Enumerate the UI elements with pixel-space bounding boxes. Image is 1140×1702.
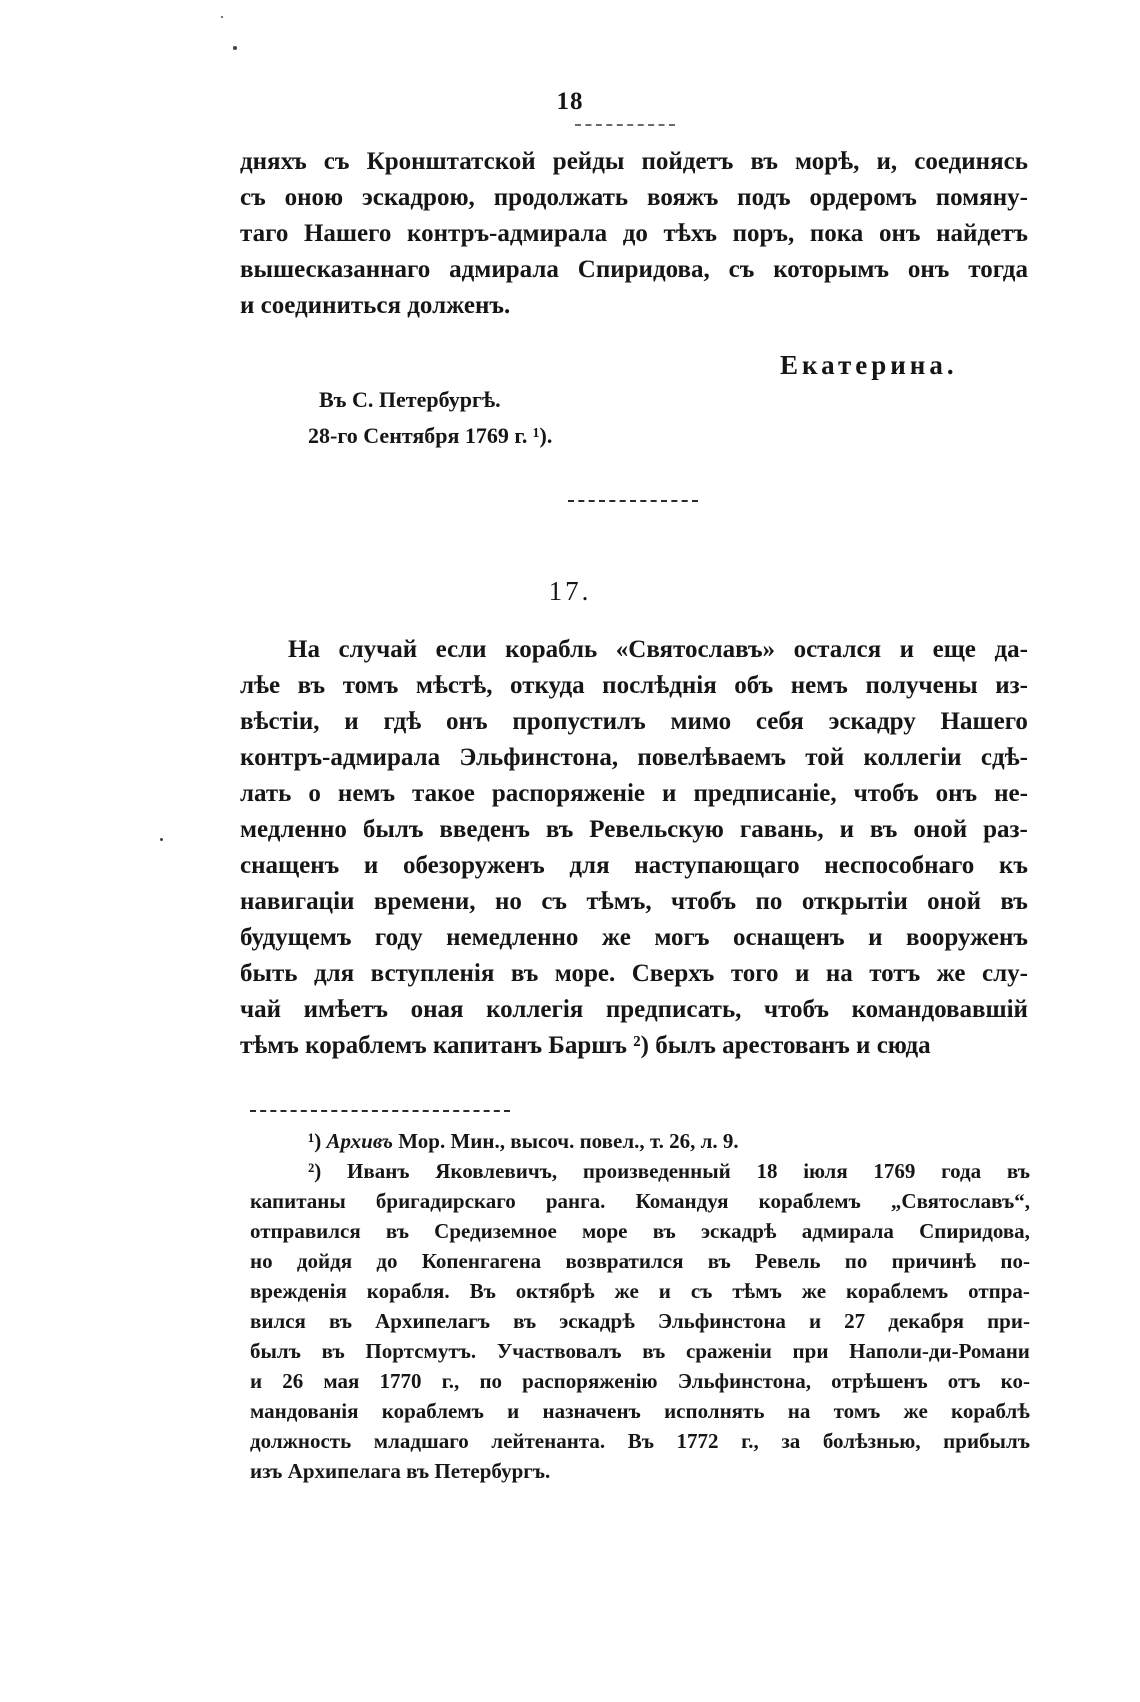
footnote-2-line: и 26 мая 1770 г., по распоряженію Эльфинстона, отрѣшенъ отъ ко- <box>250 1369 1030 1393</box>
footnote-1 <box>250 1126 1030 1156</box>
footnote-2-line: должность младшаго лейтенанта. Въ 1772 г., за болѣзнью, прибылъ <box>250 1429 1030 1453</box>
footnote-divider <box>250 1110 510 1112</box>
footnote-2-line: изъ Архипелага въ Петербургъ. <box>250 1459 551 1483</box>
continuation-line: и соединиться долженъ. <box>240 292 511 319</box>
footnote-2-line: врежденія корабля. Въ октябрѣ же и съ тѣмъ же кораблемъ отпра- <box>250 1279 1030 1303</box>
footnote-1-marker: ¹) <box>308 1129 322 1153</box>
scan-speck <box>221 16 223 18</box>
section-line: навигаціи времени, но съ тѣмъ, чтобъ по открытіи оной въ <box>240 888 1028 915</box>
footnote-2 <box>250 1156 1030 1486</box>
section-line: вѣстіи, и гдѣ онъ пропустилъ мимо себя эскадру Нашего <box>240 708 1028 735</box>
footnote-2-line: отправился въ Средиземное море въ эскадрѣ адмирала Спиридова, <box>250 1219 1030 1243</box>
continuation-line: вышесказаннаго адмирала Спиридова, съ которымъ онъ тогда <box>240 256 1028 283</box>
section-paragraph <box>240 632 1028 1064</box>
continuation-line: дняхъ съ Кронштатской рейды пойдетъ въ морѣ, и, соединясь <box>240 148 1028 175</box>
section-line: лѣе въ томъ мѣстѣ, откуда послѣднія объ немъ получены из- <box>240 672 1028 699</box>
footnote-2-line: былъ въ Портсмутъ. Участвовалъ въ сраженіи при Наполи-ди-Романи <box>250 1339 1030 1363</box>
section-line: тѣмъ кораблемъ капитанъ Баршъ ²) былъ арестованъ и сюда <box>240 1032 931 1059</box>
section-line: лать о немъ такое распоряженіе и предписаніе, чтобъ онъ не- <box>240 780 1028 807</box>
scan-speck <box>233 46 237 50</box>
section-line: медленно былъ введенъ въ Ревельскую гавань, и въ оной раз- <box>240 816 1028 843</box>
signature: Екатерина. <box>780 350 958 380</box>
page-number-rule <box>575 124 675 126</box>
section-line: На случай если корабль «Святославъ» остался и еще да- <box>288 636 1028 663</box>
section-line: будущемъ году немедленно же могъ оснащенъ и вооруженъ <box>240 924 1028 951</box>
footnote-2-line: капитаны бригадирскаго ранга. Командуя кораблемъ „Святославъ“, <box>250 1189 1030 1213</box>
footnote-2-line: но дойдя до Копенгагена возвратился въ Ревель по причинѣ по- <box>250 1249 1030 1273</box>
section-line: контръ-адмирала Эльфинстона, повелѣваемъ той коллегіи сдѣ- <box>240 744 1028 771</box>
footnote-2-line: ²) Иванъ Яковлевичъ, произведенный 18 іюля 1769 года въ <box>308 1159 1030 1183</box>
scan-speck <box>160 838 163 841</box>
footnote-2-line: вился въ Архипелагъ въ эскадрѣ Эльфинстона и 27 декабря при- <box>250 1309 1030 1333</box>
footnote-1-archive: Архивъ <box>326 1129 393 1153</box>
footnotes <box>250 1126 1030 1486</box>
page-number: 18 <box>556 88 584 115</box>
date-line: 28-го Сентября 1769 г. ¹). <box>308 423 553 448</box>
continuation-line: таго Нашего контръ-адмирала до тѣхъ поръ, пока онъ найдетъ <box>240 220 1028 247</box>
footnote-1-text: Мор. Мин., высоч. повел., т. 26, л. 9. <box>398 1129 739 1153</box>
section-number: 17. <box>548 576 592 606</box>
section-line: снащенъ и обезоруженъ для наступающаго неспособнаго къ <box>240 852 1028 879</box>
place-date-block <box>308 382 552 454</box>
section-divider <box>568 500 698 502</box>
section-line: чай имѣетъ оная коллегія предписать, чтобъ командовавшій <box>240 996 1028 1023</box>
continuation-line: съ оною эскадрою, продолжать вояжъ подъ ордеромъ помяну- <box>240 184 1028 211</box>
footnote-2-line: мандованія кораблемъ и назначенъ исполнять на томъ же кораблѣ <box>250 1399 1030 1423</box>
section-line: быть для вступленія въ море. Сверхъ того и на тотъ же слу- <box>240 960 1028 987</box>
place-line: Въ С. Петербургѣ. <box>319 387 501 412</box>
continuation-paragraph <box>240 144 1028 324</box>
